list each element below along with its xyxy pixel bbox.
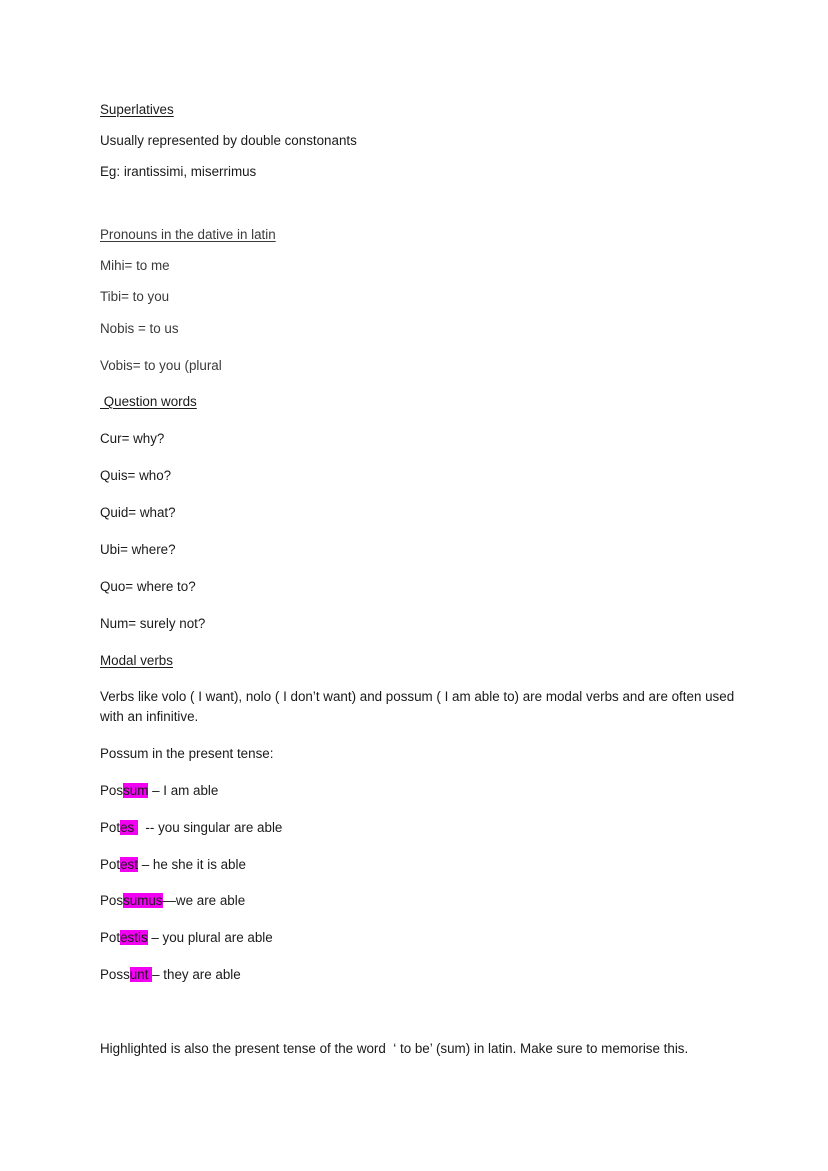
pronoun-line: Nobis = to us xyxy=(100,321,179,336)
conjugation-meaning: – they are able xyxy=(152,967,241,982)
conjugation-line xyxy=(100,819,282,837)
pronoun-line: Vobis= to you (plural xyxy=(100,358,222,373)
highlighted-ending: estis xyxy=(120,930,148,945)
conjugation-line xyxy=(100,782,218,800)
modal-verbs-paragraph: Verbs like volo ( I want), nolo ( I don’t want) and possum ( I am able to) are modal verbs and are often used with an infinitive. xyxy=(100,689,735,724)
highlighted-ending: est xyxy=(120,857,138,872)
conjugation-stem: Pot xyxy=(100,857,121,872)
closing-note: Highlighted is also the present tense of the word ‘ to be’ (sum) in latin. Make sure to memorise this. xyxy=(100,1041,689,1056)
question-word-line: Cur= why? xyxy=(100,431,165,446)
possum-intro: Possum in the present tense: xyxy=(100,746,274,761)
highlighted-ending: unt xyxy=(129,967,153,982)
conjugation-meaning: – you plural are able xyxy=(147,930,273,945)
conjugation-meaning: – he she it is able xyxy=(137,857,246,872)
question-word-line: Quis= who? xyxy=(100,468,172,483)
conjugation-stem: Pos xyxy=(100,893,124,908)
conjugation-stem: Pos xyxy=(100,783,124,798)
conjugation-line xyxy=(100,929,273,947)
pronoun-line: Tibi= to you xyxy=(100,289,170,304)
conjugation-stem: Poss xyxy=(100,967,130,982)
conjugation-line xyxy=(100,856,246,874)
conjugation-meaning: – I am able xyxy=(148,783,219,798)
highlighted-ending: sumus xyxy=(123,893,163,908)
conjugation-meaning: —we are able xyxy=(162,893,246,908)
highlighted-ending: sum xyxy=(123,783,149,798)
heading-pronouns: Pronouns in the dative in latin xyxy=(100,227,276,242)
question-word-line: Quid= what? xyxy=(100,505,176,520)
heading-superlatives: Superlatives xyxy=(100,102,174,117)
conjugation-stem: Pot xyxy=(100,930,121,945)
conjugation-line xyxy=(100,892,245,910)
conjugation-stem: Pot xyxy=(100,820,121,835)
pronoun-line: Mihi= to me xyxy=(100,258,170,273)
question-word-line: Quo= where to? xyxy=(100,579,196,594)
heading-modal-verbs: Modal verbs xyxy=(100,653,173,668)
question-word-line: Ubi= where? xyxy=(100,542,176,557)
conjugation-line xyxy=(100,966,241,984)
heading-question-words: Question words xyxy=(100,394,197,409)
superlatives-description: Usually represented by double constonants xyxy=(100,133,357,148)
conjugation-meaning: -- you singular are able xyxy=(137,820,283,835)
highlighted-ending: es xyxy=(120,820,138,835)
superlatives-example: Eg: irantissimi, miserrimus xyxy=(100,164,257,179)
question-word-line: Num= surely not? xyxy=(100,616,206,631)
